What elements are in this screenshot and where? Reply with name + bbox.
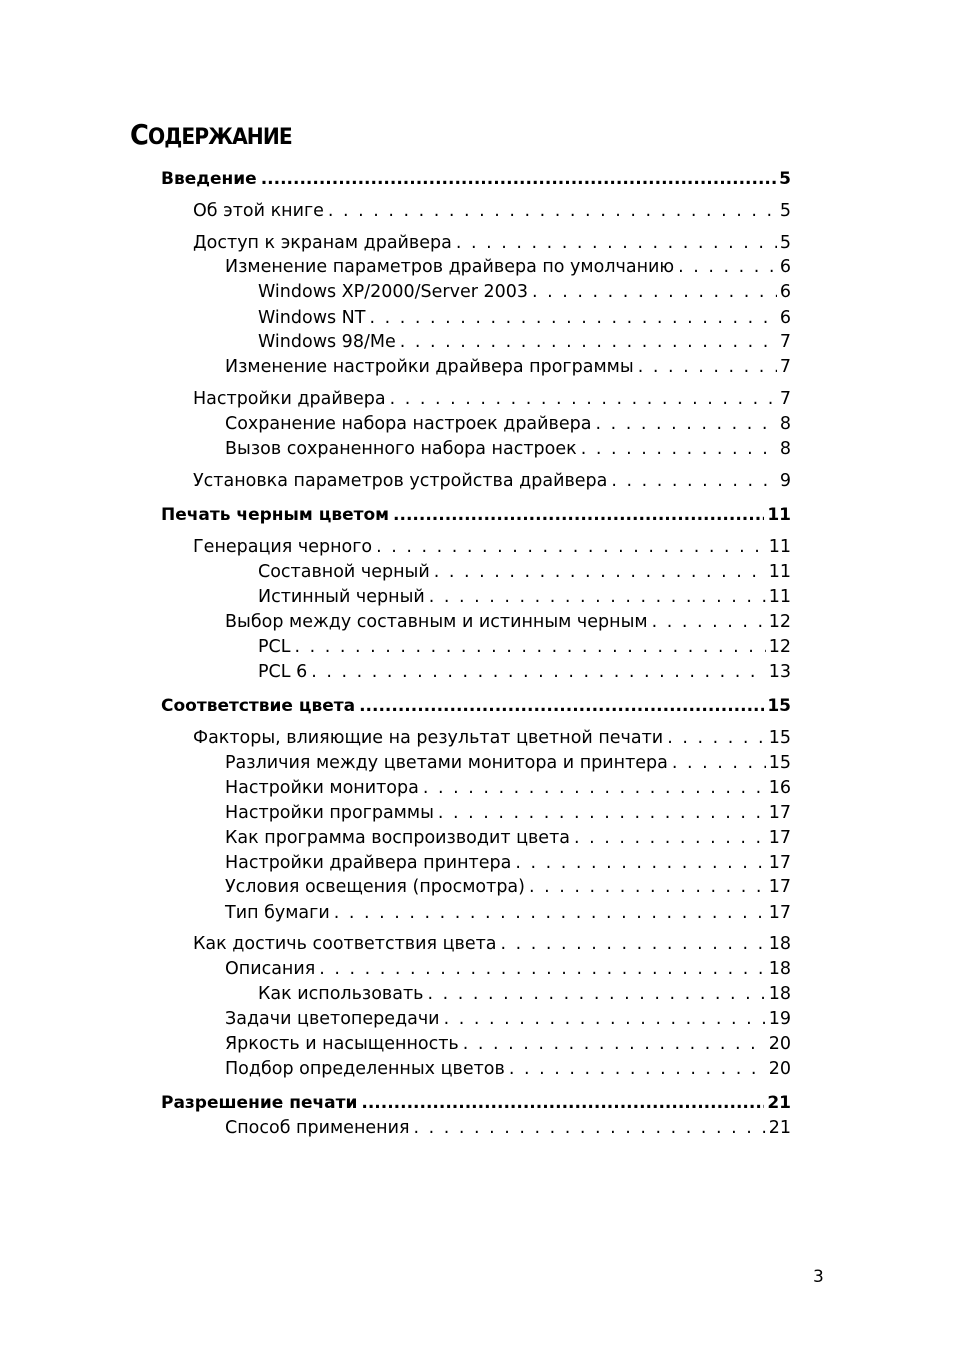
toc-entry[interactable] <box>161 695 791 717</box>
toc-entry-label: Настройки программы <box>225 803 434 823</box>
dot-leader <box>376 536 766 558</box>
toc-entry[interactable] <box>258 586 791 608</box>
toc-entry-label: Как достичь соответствия цвета <box>193 934 497 954</box>
dot-leader <box>574 827 766 849</box>
toc-entry[interactable] <box>258 561 791 583</box>
toc-entry[interactable] <box>258 661 791 683</box>
toc-entry-page: 20 <box>768 1059 791 1079</box>
toc-entry-label: Описания <box>225 959 316 979</box>
dot-leader <box>390 388 777 410</box>
toc-entry-label: Сохранение набора настроек драйвера <box>225 414 592 434</box>
dot-leader <box>393 504 764 526</box>
toc-entry-label: Изменение настройки драйвера программы <box>225 357 634 377</box>
toc-entry-label: Генерация черного <box>193 537 373 557</box>
toc-entry-label: Разрешение печати <box>161 1093 358 1113</box>
toc-entry[interactable] <box>225 827 791 849</box>
toc-entry-label: Печать черным цветом <box>161 505 390 525</box>
toc-entry[interactable] <box>225 611 791 633</box>
toc-entry-page: 15 <box>767 696 791 716</box>
toc-entry-label: Факторы, влияющие на результат цветной печати <box>193 728 664 748</box>
dot-leader <box>678 256 777 278</box>
toc-entry-page: 11 <box>768 587 791 607</box>
toc-entry-label: PCL <box>258 637 291 657</box>
dot-leader <box>369 307 776 329</box>
toc-entry-label: Как использовать <box>258 984 424 1004</box>
dot-leader <box>509 1058 766 1080</box>
toc-entry-page: 13 <box>768 662 791 682</box>
toc-entry-label: Настройки монитора <box>225 778 419 798</box>
toc-entry[interactable] <box>193 727 791 749</box>
toc-entry[interactable] <box>225 1033 791 1055</box>
dot-leader <box>501 933 766 955</box>
toc-entry[interactable] <box>258 983 791 1005</box>
toc-entry-label: Вызов сохраненного набора настроек <box>225 439 577 459</box>
toc-entry-label: Изменение параметров драйвера по умолчанию <box>225 257 675 277</box>
toc-entry-page: 17 <box>768 903 791 923</box>
toc-entry-page: 17 <box>768 828 791 848</box>
toc-entry-page: 17 <box>768 853 791 873</box>
toc-entry-page: 5 <box>779 169 791 189</box>
dot-leader <box>295 636 766 658</box>
dot-leader <box>529 876 766 898</box>
toc-entry-page: 21 <box>767 1093 791 1113</box>
page-title <box>130 118 292 151</box>
dot-leader <box>311 661 766 683</box>
toc-entry-label: Windows XP/2000/Server 2003 <box>258 282 529 302</box>
dot-leader <box>434 561 766 583</box>
toc-entry-label: Как программа воспроизводит цвета <box>225 828 570 848</box>
toc-entry-label: Настройки драйвера <box>193 389 386 409</box>
toc-entry[interactable] <box>225 876 791 898</box>
dot-leader <box>429 586 766 608</box>
toc-entry-page: 7 <box>779 389 791 409</box>
toc-entry-page: 17 <box>768 877 791 897</box>
toc-entry[interactable] <box>193 470 791 492</box>
toc-entry[interactable] <box>225 1117 791 1139</box>
toc-entry-page: 16 <box>768 778 791 798</box>
toc-entry[interactable] <box>161 168 791 190</box>
toc-entry-label: Windows 98/Me <box>258 332 396 352</box>
toc-entry-page: 11 <box>767 505 791 525</box>
dot-leader <box>334 902 766 924</box>
toc-entry-page: 8 <box>779 439 791 459</box>
toc-entry[interactable] <box>193 232 791 254</box>
toc-entry-page: 5 <box>779 201 791 221</box>
toc-entry[interactable] <box>225 802 791 824</box>
toc-entry-label: Windows NT <box>258 308 366 328</box>
toc-entry-page: 6 <box>779 257 791 277</box>
dot-leader <box>532 281 777 303</box>
dot-leader <box>438 802 766 824</box>
page-number: 3 <box>813 1267 824 1287</box>
toc-entry-label: Доступ к экранам драйвера <box>193 233 452 253</box>
toc-entry-page: 6 <box>779 308 791 328</box>
toc-entry[interactable] <box>258 636 791 658</box>
toc-entry-label: Составной черный <box>258 562 430 582</box>
toc-entry-label: Соответствие цвета <box>161 696 356 716</box>
toc-entry-page: 15 <box>768 728 791 748</box>
toc-entry-page: 17 <box>768 803 791 823</box>
dot-leader <box>400 331 777 353</box>
toc-entry-page: 11 <box>768 562 791 582</box>
toc-entry-page: 21 <box>768 1118 791 1138</box>
toc-entry[interactable] <box>193 200 791 222</box>
toc-entry[interactable] <box>193 933 791 955</box>
dot-leader <box>427 983 765 1005</box>
toc-entry[interactable] <box>225 958 791 980</box>
dot-leader <box>463 1033 766 1055</box>
toc-entry[interactable] <box>258 331 791 353</box>
toc-entry[interactable] <box>225 902 791 924</box>
toc-entry[interactable] <box>258 307 791 329</box>
dot-leader <box>672 752 766 774</box>
toc-entry[interactable] <box>258 281 791 303</box>
toc-entry[interactable] <box>225 752 791 774</box>
toc-entry-page: 6 <box>779 282 791 302</box>
toc-entry-page: 18 <box>768 959 791 979</box>
dot-leader <box>423 777 766 799</box>
toc-entry-label: PCL 6 <box>258 662 308 682</box>
toc-entry[interactable] <box>161 504 791 526</box>
toc-entry-label: Тип бумаги <box>225 903 330 923</box>
dot-leader <box>361 1092 764 1114</box>
toc-entry[interactable] <box>193 388 791 410</box>
toc-entry-page: 15 <box>768 753 791 773</box>
toc-entry-page: 8 <box>779 414 791 434</box>
toc-entry-label: Подбор определенных цветов <box>225 1059 505 1079</box>
toc-entry-label: Выбор между составным и истинным черным <box>225 612 648 632</box>
toc-entry[interactable] <box>193 536 791 558</box>
toc-entry-page: 12 <box>768 637 791 657</box>
toc-entry-page: 5 <box>779 233 791 253</box>
title-rest: ОДЕРЖАНИЕ <box>147 125 292 150</box>
toc-entry-label: Установка параметров устройства драйвера <box>193 471 608 491</box>
dot-leader <box>515 852 765 874</box>
toc-entry-label: Об этой книге <box>193 201 324 221</box>
title-initial: С <box>130 118 148 151</box>
toc-entry[interactable] <box>225 777 791 799</box>
toc-entry-label: Различия между цветами монитора и принтера <box>225 753 668 773</box>
dot-leader <box>444 1008 766 1030</box>
toc-entry-page: 7 <box>779 332 791 352</box>
toc-entry[interactable] <box>225 852 791 874</box>
dot-leader <box>595 413 776 435</box>
toc-entry[interactable] <box>225 256 791 278</box>
toc-entry-page: 18 <box>768 934 791 954</box>
dot-leader <box>581 438 777 460</box>
dot-leader <box>638 356 777 378</box>
toc-entry-label: Задачи цветопередачи <box>225 1009 440 1029</box>
dot-leader <box>652 611 766 633</box>
toc-entry-page: 9 <box>779 471 791 491</box>
toc-entry[interactable] <box>225 438 791 460</box>
toc-entry-page: 20 <box>768 1034 791 1054</box>
toc-entry-page: 7 <box>779 357 791 377</box>
dot-leader <box>456 232 777 254</box>
toc-entry-label: Введение <box>161 169 257 189</box>
toc-entry-label: Условия освещения (просмотра) <box>225 877 525 897</box>
dot-leader <box>359 695 764 717</box>
toc-entry[interactable] <box>225 356 791 378</box>
toc-entry[interactable] <box>161 1092 791 1114</box>
dot-leader <box>414 1117 766 1139</box>
toc-entry-label: Истинный черный <box>258 587 425 607</box>
toc-entry-page: 12 <box>768 612 791 632</box>
toc-entry[interactable] <box>225 1058 791 1080</box>
toc-entry[interactable] <box>225 1008 791 1030</box>
dot-leader <box>328 200 777 222</box>
dot-leader <box>319 958 765 980</box>
dot-leader <box>667 727 766 749</box>
dot-leader <box>611 470 776 492</box>
toc-entry-label: Настройки драйвера принтера <box>225 853 512 873</box>
toc-entry[interactable] <box>225 413 791 435</box>
toc-entry-label: Способ применения <box>225 1118 410 1138</box>
dot-leader <box>261 168 776 190</box>
toc-entry-page: 19 <box>768 1009 791 1029</box>
toc-entry-page: 11 <box>768 537 791 557</box>
toc-entry-page: 18 <box>768 984 791 1004</box>
toc-entry-label: Яркость и насыщенность <box>225 1034 459 1054</box>
